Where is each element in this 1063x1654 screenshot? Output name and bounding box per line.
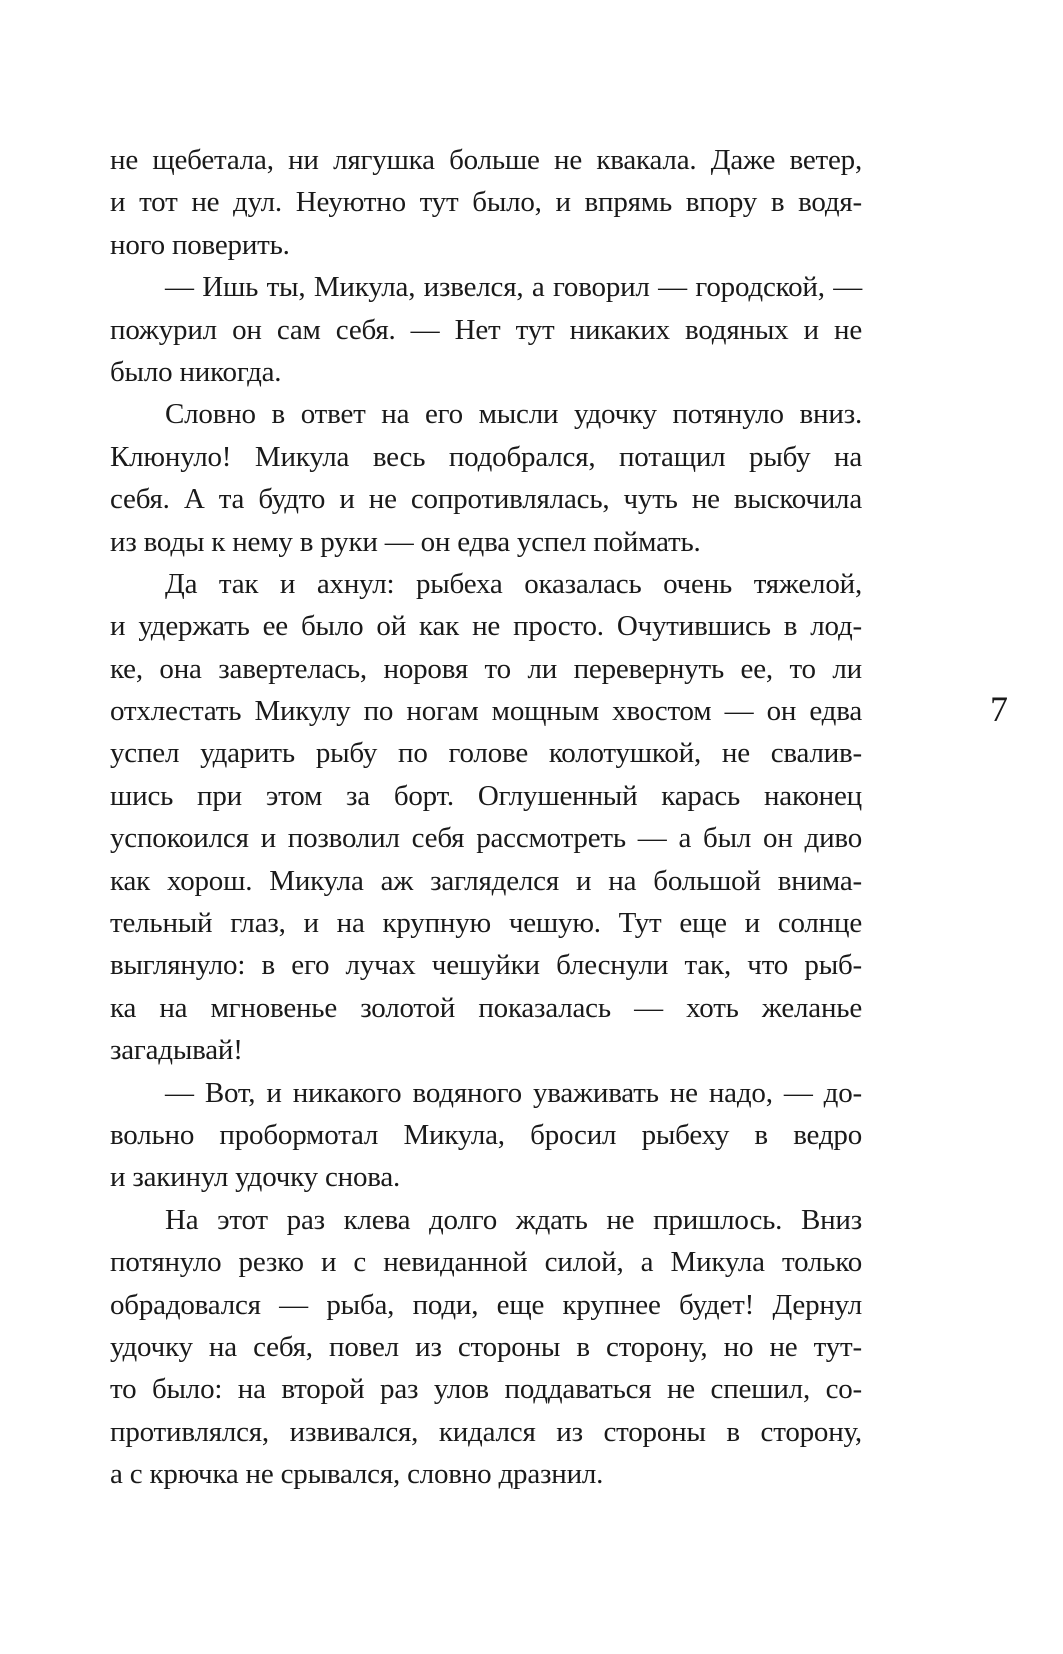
text-line: было никогда. [110,355,282,388]
text-line: отхлестать Микулу по ногам мощным хвостом — он едва [110,695,862,728]
paragraph [110,139,862,266]
paragraph [110,1199,862,1496]
text-line: вольно пробормотал Микула, бросил рыбеху в ведро [110,1118,862,1151]
text-line: то было: на второй раз улов поддаваться не спешил, со- [110,1373,862,1406]
text-line: Словно в ответ на его мысли удочку потянуло вниз. [165,398,862,431]
text-line: и тот не дул. Неуютно тут было, и впрямь впору в водя- [110,186,862,219]
text-line: а с крючка не срывался, словно дразнил. [110,1458,604,1491]
text-line: Клюнуло! Микула весь подобрался, потащил рыбу на [110,440,862,473]
paragraph [110,563,862,1072]
text-line: шись при этом за борт. Оглушенный карась наконец [110,779,862,812]
text-line: из воды к нему в руки — он едва успел поймать. [110,525,701,558]
text-line: — Вот, и никакого водяного уваживать не надо, — до- [165,1076,862,1109]
paragraph [110,393,862,563]
text-line: противлялся, извивался, кидался из стороны в сторону, [110,1415,862,1448]
text-line: загадывай! [110,1034,243,1067]
paragraph [110,266,862,393]
paragraph [110,1072,862,1199]
page-number: 7 [990,689,1008,729]
text-line: обрадовался — рыба, поди, еще крупнее будет! Дернул [110,1288,862,1321]
text-line: тельный глаз, и на крупную чешую. Тут еще и солнце [110,907,862,940]
text-line: себя. А та будто и не сопротивлялась, чуть не выскочила [110,483,862,516]
text-line: выглянуло: в его лучах чешуйки блеснули так, что рыб- [110,949,862,982]
page-text [110,139,862,1496]
text-line: — Ишь ты, Микула, извелся, а говорил — городской, — [165,271,862,304]
text-line: не щебетала, ни лягушка больше не квакала. Даже ветер, [110,144,862,176]
text-line: ка на мгновенье золотой показалась — хоть желанье [110,991,862,1024]
text-line: пожурил он сам себя. — Нет тут никаких водяных и не [110,313,862,346]
text-line: и закинул удочку снова. [110,1161,401,1194]
text-line: успокоился и позволил себя рассмотреть — а был он диво [110,822,862,855]
text-line: удочку на себя, повел из стороны в сторону, но не тут- [110,1330,862,1363]
text-line: На этот раз клева долго ждать не пришлось. Вниз [165,1203,862,1236]
text-line: Да так и ахнул: рыбеха оказалась очень тяжелой, [165,567,862,600]
text-line: ного поверить. [110,228,290,261]
text-line: и удержать ее было ой как не просто. Очутившись в лод- [110,610,862,643]
text-line: потянуло резко и с невиданной силой, а Микула только [110,1246,862,1279]
text-line: ке, она завертелась, норовя то ли перевернуть ее, то ли [110,652,862,685]
text-line: как хорош. Микула аж загляделся и на большой внима- [110,864,862,897]
text-line: успел ударить рыбу по голове колотушкой, не свалив- [110,737,862,770]
